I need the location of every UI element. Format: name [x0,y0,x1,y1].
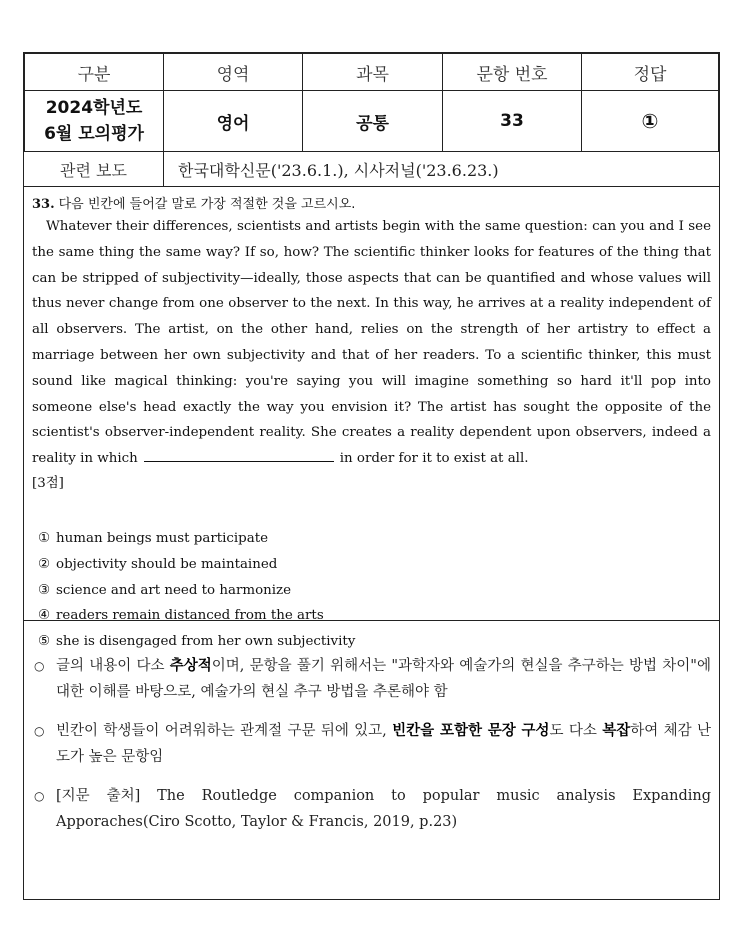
col-answer: 정답 [582,54,719,91]
note-emphasis: 빈칸을 포함한 문장 구성 [392,722,550,739]
col-question-no: 문항 번호 [443,54,582,91]
passage [32,214,711,472]
note-source: [지문 출처] The Routledge companion to popular music analysis Expanding Apporaches(Ciro Scotto, Taylor & Francis, 2019, p.23) [56,788,711,830]
note-segment: 글의 내용이 다소 [56,658,170,674]
bullet-icon: ○ [34,659,45,673]
passage-before: Whatever their differences, scientists and artists begin with the same question: can you and I see the same thing the same way? If so, how? The scientific thinker looks for features of the thing that can be stripped of subjectivity—ideally, those aspects that can be quantified and whose values will thus never change from one observer to the next. In this way, he arrives at a reality independent of all observers. The artist, on the other hand, relies on the strength of her artistry to effect a marriage between her own subjectivity and that of her readers. To a scientific thinker, this must sound like magical thinking: you're saying you will imagine something so hard it'll pop into someone else's head exactly the way you envision it? The artist has sought the opposite of the scientist's observer-independent reality. She creates a reality dependent upon observers, indeed a reality in which [32,219,711,467]
note-text [56,718,711,770]
option-number: ① [38,530,51,546]
note-item [34,653,711,705]
question-title [32,193,711,212]
exam-name [25,91,164,152]
col-subject: 과목 [303,54,443,91]
exam-year: 2024학년도 [45,98,143,118]
option-item [38,526,711,552]
bullet-icon: ○ [34,789,45,803]
option-item [38,552,711,578]
note-text [56,653,711,705]
option-number: ③ [38,582,51,598]
analysis-notes [24,621,719,835]
option-number: ④ [38,608,51,624]
option-text: human beings must participate [56,530,269,546]
bullet-icon: ○ [34,724,45,738]
col-area: 영역 [164,54,303,91]
exam-type: 6월 모의평가 [44,124,144,144]
option-text: she is disengaged from her own subjectivity [56,634,356,650]
points: [3점] [32,475,64,491]
question-no-value: 33 [443,91,582,152]
data-row [25,91,719,152]
option-item [38,578,711,604]
related-report-label: 관련 보도 [24,152,164,186]
note-segment: 빈칸이 학생들이 어려워하는 관계절 구문 뒤에 있고, [56,723,393,739]
option-text: objectivity should be maintained [56,556,278,572]
option-text: science and art need to harmonize [56,582,292,598]
note-item [34,783,711,835]
col-category: 구분 [25,54,164,91]
subject-value: 공통 [303,91,443,152]
note-emphasis: 복잡 [602,722,631,739]
note-segment: 하여 체감 난도가 높은 문항임 [56,723,711,765]
note-segment: 이며, 문항을 풀기 위해서는 "과학자와 예술가의 현실을 추구하는 방법 차이"에 대한 이해를 바탕으로, 예술가의 현실 추구 방법을 추론해야 함 [56,658,711,700]
option-number: ⑤ [38,634,51,650]
option-text: readers remain distanced from the arts [56,608,324,624]
note-segment: 도 다소 [549,723,603,739]
header-table [24,53,719,152]
question-instruction: 다음 빈칸에 들어갈 말로 가장 적절한 것을 고르시오. [58,197,356,212]
question-box [24,187,719,650]
related-report-text: 한국대학신문('23.6.1.), 시사저널('23.6.23.) [178,160,499,180]
answer-value: ① [582,91,719,152]
area-value: 영어 [164,91,303,152]
related-report-row [24,152,719,187]
note-item [34,718,711,770]
note-emphasis: 추상적 [169,657,212,674]
option-number: ② [38,556,51,572]
passage-after: in order for it to exist at all. [339,451,529,467]
analysis-sheet [23,52,720,900]
answer-blank [144,447,334,462]
question-number: 33. [32,197,55,212]
header-row [25,54,719,91]
